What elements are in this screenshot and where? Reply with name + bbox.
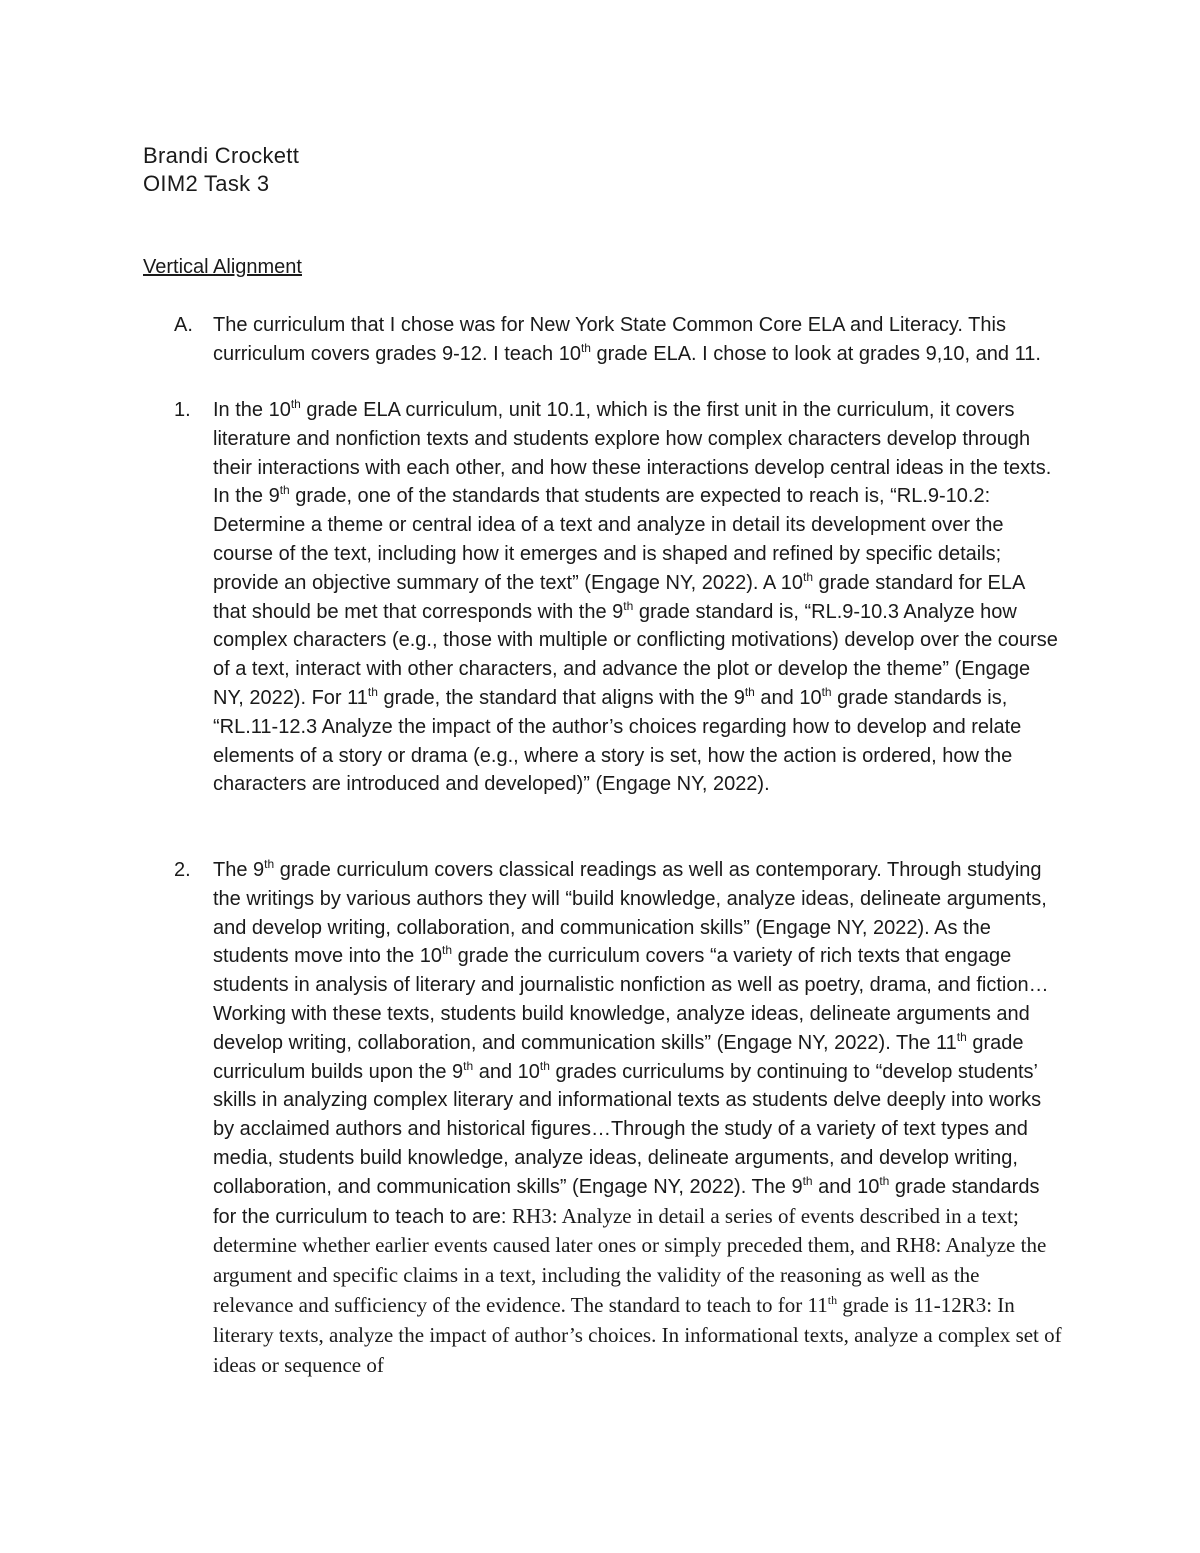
- text-run: The curriculum that I chose was for New York State Common Core ELA and Literacy. This curriculum covers grades 9-12. I teach 10: [213, 314, 1006, 365]
- text-run: and 10: [473, 1060, 540, 1083]
- superscript: th: [264, 857, 275, 871]
- list-item-a: [143, 311, 1063, 369]
- paragraph-text: [213, 311, 1063, 369]
- text-run: grade standards is, “RL.11-12.3 Analyze the impact of the author’s choices regarding how to develop and relate elements of a story or drama (e.g., where a story is set, how the action is ordered, how the characters are introduced and developed)” (Engage NY, 2022).: [213, 686, 1022, 796]
- author-name: Brandi Crockett: [143, 143, 300, 168]
- text-run: and 10: [754, 686, 822, 709]
- text-run: In the 10: [213, 399, 291, 421]
- text-run-serif: grade is 11-12R3: In literary texts, analyze the impact of author’s choices. In informational texts, analyze a complex set of ideas or sequence of: [213, 1292, 1062, 1377]
- text-run: grade, one of the standards that students are expected to reach is, “RL.9-10.2: Determine a theme or central idea of a text and analyze in detail its development over the course of the text, including how it emerges and is shaped and refined by specific details; provide an objective summary of the text” (Engage NY, 2022). A 10: [213, 485, 1004, 594]
- task-title: OIM2 Task 3: [143, 171, 270, 196]
- text-run: grade, the standard that aligns with the 9: [377, 686, 745, 709]
- superscript: th: [442, 943, 453, 958]
- superscript: th: [580, 340, 591, 355]
- superscript: th: [367, 684, 378, 699]
- list-marker: 2.: [174, 859, 191, 881]
- superscript: th: [623, 598, 634, 613]
- superscript: th: [879, 1173, 890, 1188]
- superscript: th: [463, 1058, 474, 1073]
- text-run: grade standard is, “RL.9-10.3 Analyze how complex characters (e.g., those with multiple or conflicting motivations) develop over the course of a text, interact with other characters, and advance the plot or develop the theme” (Engage NY, 2022). For 11: [213, 600, 1058, 709]
- superscript: th: [827, 1292, 838, 1307]
- text-run: grade curriculum builds upon the 9: [213, 1031, 1024, 1083]
- section-heading: Vertical Alignment: [143, 256, 302, 278]
- text-run: and 10: [812, 1175, 880, 1198]
- text-run-serif: RH3: Analyze in detail a series of events described in a text; determine whether earlier events caused later ones or simply preceded them, and RH8: Analyze the argument and specific claims in a text, including the validity of the reasoning as well as the relevance and sufficiency of the evidence. The standard to teach to for 11: [213, 1203, 1047, 1317]
- text-run: grade standard for ELA that should be met that corresponds with the 9: [213, 571, 1025, 623]
- superscript: th: [744, 684, 755, 699]
- text-run: grade curriculum covers classical readings as well as contemporary. Through studying the writings by various authors they will “build knowledge, analyze ideas, delineate arguments, and develop writing, collaboration, and communication skills” (Engage NY, 2022). As the students move into the 10: [213, 859, 1047, 968]
- text-run: grades curriculums by continuing to “develop students’ skills in analyzing complex literary and informational texts as students delve deeply into works by acclaimed authors and historical figures…Through the study of a variety of text types and media, students build knowledge, analyze ideas, delineate arguments, and develop writing, collaboration, and communication skills” (Engage NY, 2022). The 9: [213, 1060, 1042, 1198]
- superscript: th: [802, 1173, 813, 1188]
- text-run: grade ELA curriculum, unit 10.1, which is the first unit in the curriculum, it covers literature and nonfiction texts and students explore how complex characters develop through their interactions with each other, and how these interactions develop central ideas in the texts. In the 9: [213, 399, 1052, 508]
- superscript: th: [956, 1029, 967, 1044]
- text-run: The 9: [213, 859, 265, 881]
- list-marker: 1.: [174, 399, 191, 421]
- paragraph-text: [213, 856, 1063, 1380]
- list-item-1: [143, 396, 1063, 799]
- superscript: th: [802, 569, 813, 584]
- superscript: th: [279, 483, 290, 498]
- list-marker: A.: [174, 314, 193, 336]
- superscript: th: [821, 684, 832, 699]
- paragraph-text: [213, 396, 1063, 799]
- text-run: grade standards for the curriculum to teach to are:: [213, 1175, 1040, 1228]
- list-item-2: [143, 856, 1063, 1380]
- text-run: grade the curriculum covers “a variety of rich texts that engage students in analysis of literary and journalistic nonfiction as well as poetry, drama, and fiction… Working with these texts, students build knowledge, analyze ideas, delineate arguments and develop writing, collaboration, and communication skills” (Engage NY, 2022). The 11: [213, 945, 1049, 1054]
- text-run: grade ELA. I chose to look at grades 9,10, and 11.: [590, 342, 1041, 365]
- superscript: th: [539, 1058, 550, 1073]
- superscript: th: [290, 397, 301, 411]
